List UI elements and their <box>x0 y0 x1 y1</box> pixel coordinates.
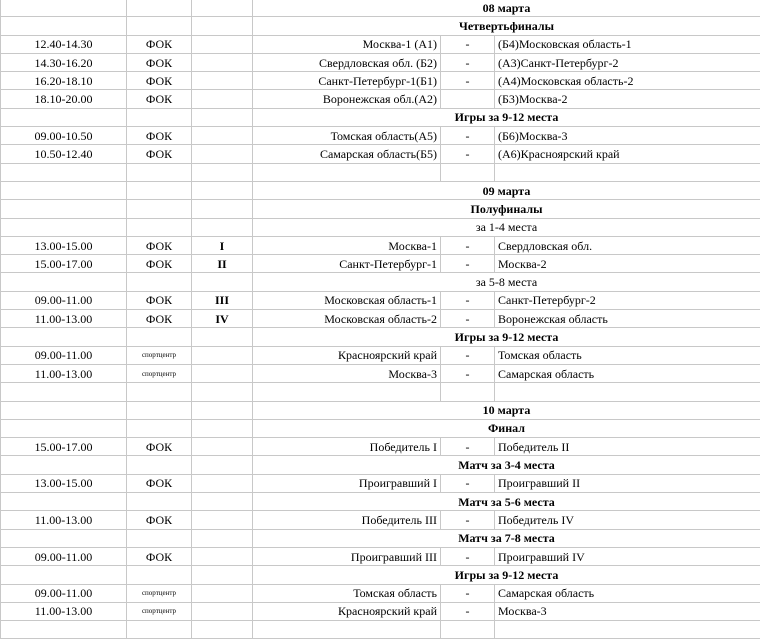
match-time-cell[interactable]: 15.00-17.00 <box>1 438 127 456</box>
match-venue-cell[interactable]: спортцентр <box>127 346 192 364</box>
team1-cell[interactable]: Санкт-Петербург-1(Б1) <box>253 72 441 90</box>
empty-cell[interactable] <box>253 383 441 401</box>
match-venue-cell[interactable]: ФОК <box>127 145 192 163</box>
match-row <box>1 346 760 364</box>
team1-cell[interactable]: Московская область-2 <box>253 310 441 328</box>
empty-cell[interactable] <box>192 181 253 199</box>
match-row <box>1 35 760 53</box>
match-row <box>1 602 760 620</box>
empty-cell[interactable] <box>1 218 127 236</box>
match-time-cell[interactable]: 11.00-13.00 <box>1 310 127 328</box>
separator-cell[interactable]: - <box>441 346 495 364</box>
match-venue-cell[interactable]: ФОК <box>127 438 192 456</box>
match-number-cell[interactable] <box>192 145 253 163</box>
match-row <box>1 310 760 328</box>
match-time-cell[interactable]: 16.20-18.10 <box>1 72 127 90</box>
section-heading-row <box>1 181 760 199</box>
match-row <box>1 145 760 163</box>
empty-cell[interactable] <box>495 163 760 181</box>
section-heading[interactable]: 10 марта <box>253 401 760 419</box>
match-number-cell[interactable] <box>192 72 253 90</box>
empty-cell[interactable] <box>1 273 127 291</box>
section-heading-row <box>1 529 760 547</box>
match-time-cell[interactable]: 09.00-11.00 <box>1 291 127 309</box>
match-time-cell[interactable]: 11.00-13.00 <box>1 602 127 620</box>
match-row <box>1 438 760 456</box>
empty-cell[interactable] <box>192 383 253 401</box>
empty-cell[interactable] <box>495 621 760 639</box>
empty-cell[interactable] <box>127 181 192 199</box>
match-number-cell[interactable]: II <box>192 255 253 273</box>
separator-cell[interactable]: - <box>441 53 495 71</box>
team1-cell[interactable]: Томская область <box>253 584 441 602</box>
team1-cell[interactable]: Москва-1 <box>253 236 441 254</box>
empty-cell[interactable] <box>1 419 127 437</box>
team2-cell[interactable]: Проигравший IV <box>495 547 760 565</box>
match-time-cell[interactable]: 13.00-15.00 <box>1 236 127 254</box>
section-heading[interactable]: Матч за 3-4 места <box>253 456 760 474</box>
match-venue-cell[interactable]: ФОК <box>127 255 192 273</box>
match-venue-cell[interactable]: спортцентр <box>127 602 192 620</box>
empty-cell[interactable] <box>127 529 192 547</box>
empty-cell[interactable] <box>441 383 495 401</box>
match-row <box>1 53 760 71</box>
empty-cell[interactable] <box>495 383 760 401</box>
section-heading[interactable]: Игры за 9-12 места <box>253 566 760 584</box>
empty-cell[interactable] <box>192 529 253 547</box>
empty-cell[interactable] <box>1 621 127 639</box>
empty-cell[interactable] <box>192 218 253 236</box>
empty-cell[interactable] <box>1 17 127 35</box>
separator-cell[interactable]: - <box>441 236 495 254</box>
empty-cell[interactable] <box>1 493 127 511</box>
section-heading[interactable]: Матч за 5-6 места <box>253 493 760 511</box>
match-time-cell[interactable]: 11.00-13.00 <box>1 511 127 529</box>
team2-cell[interactable]: Самарская область <box>495 364 760 382</box>
match-number-cell[interactable] <box>192 511 253 529</box>
section-heading-row <box>1 566 760 584</box>
match-row <box>1 236 760 254</box>
team2-cell[interactable]: Санкт-Петербург-2 <box>495 291 760 309</box>
team2-cell[interactable]: (Б6)Москва-3 <box>495 127 760 145</box>
empty-cell[interactable] <box>192 0 253 17</box>
match-venue-cell[interactable]: спортцентр <box>127 364 192 382</box>
empty-cell[interactable] <box>127 108 192 126</box>
empty-cell[interactable] <box>253 621 441 639</box>
team2-cell[interactable]: Победитель II <box>495 438 760 456</box>
match-time-cell[interactable]: 09.00-11.00 <box>1 584 127 602</box>
empty-cell[interactable] <box>1 108 127 126</box>
separator-cell[interactable] <box>441 90 495 108</box>
separator-cell[interactable]: - <box>441 584 495 602</box>
match-number-cell[interactable] <box>192 438 253 456</box>
empty-cell[interactable] <box>192 200 253 218</box>
match-time-cell[interactable]: 14.30-16.20 <box>1 53 127 71</box>
team1-cell[interactable]: Москва-1 (А1) <box>253 35 441 53</box>
team1-cell[interactable]: Свердловская обл. (Б2) <box>253 53 441 71</box>
separator-cell[interactable]: - <box>441 35 495 53</box>
empty-cell[interactable] <box>127 383 192 401</box>
match-time-cell[interactable]: 15.00-17.00 <box>1 255 127 273</box>
match-time-cell[interactable]: 18.10-20.00 <box>1 90 127 108</box>
separator-cell[interactable]: - <box>441 438 495 456</box>
section-heading-row <box>1 419 760 437</box>
match-venue-cell[interactable]: ФОК <box>127 236 192 254</box>
section-heading-row <box>1 328 760 346</box>
match-row <box>1 291 760 309</box>
empty-cell[interactable] <box>1 456 127 474</box>
match-venue-cell[interactable]: ФОК <box>127 310 192 328</box>
empty-cell[interactable] <box>192 17 253 35</box>
team1-cell[interactable]: Воронежская обл.(А2) <box>253 90 441 108</box>
empty-row <box>1 383 760 401</box>
separator-cell[interactable]: - <box>441 127 495 145</box>
section-heading[interactable]: Финал <box>253 419 760 437</box>
empty-cell[interactable] <box>1 328 127 346</box>
separator-cell[interactable]: - <box>441 145 495 163</box>
match-number-cell[interactable] <box>192 53 253 71</box>
team2-cell[interactable]: (А3)Санкт-Петербург-2 <box>495 53 760 71</box>
section-heading-row <box>1 17 760 35</box>
empty-cell[interactable] <box>127 163 192 181</box>
empty-cell[interactable] <box>127 493 192 511</box>
team2-cell[interactable]: Свердловская обл. <box>495 236 760 254</box>
empty-cell[interactable] <box>192 328 253 346</box>
match-time-cell[interactable]: 10.50-12.40 <box>1 145 127 163</box>
empty-cell[interactable] <box>441 621 495 639</box>
match-row <box>1 547 760 565</box>
team1-cell[interactable]: Томская область(А5) <box>253 127 441 145</box>
team1-cell[interactable]: Санкт-Петербург-1 <box>253 255 441 273</box>
separator-cell[interactable]: - <box>441 364 495 382</box>
match-row <box>1 90 760 108</box>
match-time-cell[interactable]: 12.40-14.30 <box>1 35 127 53</box>
team2-cell[interactable]: (А6)Красноярский край <box>495 145 760 163</box>
match-time-cell[interactable]: 09.00-11.00 <box>1 346 127 364</box>
empty-cell[interactable] <box>192 273 253 291</box>
match-row <box>1 511 760 529</box>
match-venue-cell[interactable]: ФОК <box>127 90 192 108</box>
match-venue-cell[interactable]: ФОК <box>127 127 192 145</box>
empty-cell[interactable] <box>127 273 192 291</box>
empty-cell[interactable] <box>192 493 253 511</box>
match-row <box>1 127 760 145</box>
team1-cell[interactable]: Московская область-1 <box>253 291 441 309</box>
empty-cell[interactable] <box>127 0 192 17</box>
empty-cell[interactable] <box>1 529 127 547</box>
empty-cell[interactable] <box>127 17 192 35</box>
match-number-cell[interactable] <box>192 35 253 53</box>
match-number-cell[interactable] <box>192 547 253 565</box>
empty-cell[interactable] <box>1 383 127 401</box>
empty-cell[interactable] <box>1 566 127 584</box>
team2-cell[interactable]: (Б3)Москва-2 <box>495 90 760 108</box>
separator-cell[interactable]: - <box>441 310 495 328</box>
team1-cell[interactable]: Проигравший I <box>253 474 441 492</box>
match-number-cell[interactable] <box>192 474 253 492</box>
team2-cell[interactable]: Томская область <box>495 346 760 364</box>
match-venue-cell[interactable]: ФОК <box>127 547 192 565</box>
match-row <box>1 474 760 492</box>
section-heading[interactable]: Матч за 7-8 места <box>253 529 760 547</box>
empty-cell[interactable] <box>253 163 441 181</box>
empty-cell[interactable] <box>192 419 253 437</box>
empty-cell[interactable] <box>192 566 253 584</box>
match-time-cell[interactable]: 13.00-15.00 <box>1 474 127 492</box>
match-number-cell[interactable]: I <box>192 236 253 254</box>
team1-cell[interactable]: Москва-3 <box>253 364 441 382</box>
separator-cell[interactable]: - <box>441 255 495 273</box>
match-venue-cell[interactable]: ФОК <box>127 35 192 53</box>
match-venue-cell[interactable]: ФОК <box>127 53 192 71</box>
empty-cell[interactable] <box>441 163 495 181</box>
empty-cell[interactable] <box>127 218 192 236</box>
team1-cell[interactable]: Красноярский край <box>253 346 441 364</box>
empty-cell[interactable] <box>127 566 192 584</box>
section-subheading[interactable]: за 1-4 места <box>253 218 760 236</box>
section-subheading-row <box>1 273 760 291</box>
separator-cell[interactable]: - <box>441 602 495 620</box>
empty-cell[interactable] <box>192 108 253 126</box>
team2-cell[interactable]: Проигравший II <box>495 474 760 492</box>
section-heading-row <box>1 200 760 218</box>
match-row <box>1 364 760 382</box>
match-venue-cell[interactable]: спортцентр <box>127 584 192 602</box>
match-number-cell[interactable] <box>192 346 253 364</box>
section-heading-row <box>1 0 760 17</box>
team2-cell[interactable]: Москва-3 <box>495 602 760 620</box>
separator-cell[interactable]: - <box>441 511 495 529</box>
section-heading-row <box>1 108 760 126</box>
section-subheading-row <box>1 218 760 236</box>
section-heading[interactable]: 09 марта <box>253 181 760 199</box>
schedule-rows <box>1 0 760 639</box>
match-time-cell[interactable]: 11.00-13.00 <box>1 364 127 382</box>
match-number-cell[interactable] <box>192 602 253 620</box>
match-number-cell[interactable] <box>192 364 253 382</box>
empty-row <box>1 621 760 639</box>
match-venue-cell[interactable]: ФОК <box>127 511 192 529</box>
section-heading[interactable]: Игры за 9-12 места <box>253 328 760 346</box>
team2-cell[interactable]: (А4)Московская область-2 <box>495 72 760 90</box>
separator-cell[interactable]: - <box>441 474 495 492</box>
match-venue-cell[interactable]: ФОК <box>127 474 192 492</box>
match-time-cell[interactable]: 09.00-11.00 <box>1 547 127 565</box>
section-heading-row <box>1 493 760 511</box>
match-row <box>1 584 760 602</box>
team2-cell[interactable]: Самарская область <box>495 584 760 602</box>
empty-cell[interactable] <box>127 456 192 474</box>
team1-cell[interactable]: Проигравший III <box>253 547 441 565</box>
match-row <box>1 72 760 90</box>
section-heading[interactable]: Четвертьфиналы <box>253 17 760 35</box>
team2-cell[interactable]: Воронежская область <box>495 310 760 328</box>
empty-cell[interactable] <box>127 328 192 346</box>
section-subheading[interactable]: за 5-8 места <box>253 273 760 291</box>
separator-cell[interactable]: - <box>441 291 495 309</box>
empty-cell[interactable] <box>1 163 127 181</box>
empty-cell[interactable] <box>127 419 192 437</box>
empty-cell[interactable] <box>192 401 253 419</box>
team2-cell[interactable]: Победитель IV <box>495 511 760 529</box>
match-venue-cell[interactable]: ФОК <box>127 72 192 90</box>
match-number-cell[interactable] <box>192 584 253 602</box>
team1-cell[interactable]: Победитель III <box>253 511 441 529</box>
match-number-cell[interactable]: III <box>192 291 253 309</box>
empty-cell[interactable] <box>1 200 127 218</box>
empty-cell[interactable] <box>192 163 253 181</box>
empty-cell[interactable] <box>192 456 253 474</box>
match-number-cell[interactable] <box>192 90 253 108</box>
empty-cell[interactable] <box>1 181 127 199</box>
team1-cell[interactable]: Самарская область(Б5) <box>253 145 441 163</box>
separator-cell[interactable]: - <box>441 72 495 90</box>
empty-cell[interactable] <box>192 621 253 639</box>
team1-cell[interactable]: Красноярский край <box>253 602 441 620</box>
section-heading-row <box>1 456 760 474</box>
empty-cell[interactable] <box>1 401 127 419</box>
empty-cell[interactable] <box>127 401 192 419</box>
match-venue-cell[interactable]: ФОК <box>127 291 192 309</box>
empty-row <box>1 163 760 181</box>
match-number-cell[interactable] <box>192 127 253 145</box>
section-heading[interactable]: Игры за 9-12 места <box>253 108 760 126</box>
match-number-cell[interactable]: IV <box>192 310 253 328</box>
match-time-cell[interactable]: 09.00-10.50 <box>1 127 127 145</box>
section-heading[interactable]: 08 марта <box>253 0 760 17</box>
team1-cell[interactable]: Победитель I <box>253 438 441 456</box>
section-heading[interactable]: Полуфиналы <box>253 200 760 218</box>
empty-cell[interactable] <box>127 200 192 218</box>
section-heading-row <box>1 401 760 419</box>
separator-cell[interactable]: - <box>441 547 495 565</box>
match-row <box>1 255 760 273</box>
team2-cell[interactable]: Москва-2 <box>495 255 760 273</box>
empty-cell[interactable] <box>127 621 192 639</box>
team2-cell[interactable]: (Б4)Московская область-1 <box>495 35 760 53</box>
empty-cell[interactable] <box>1 0 127 17</box>
